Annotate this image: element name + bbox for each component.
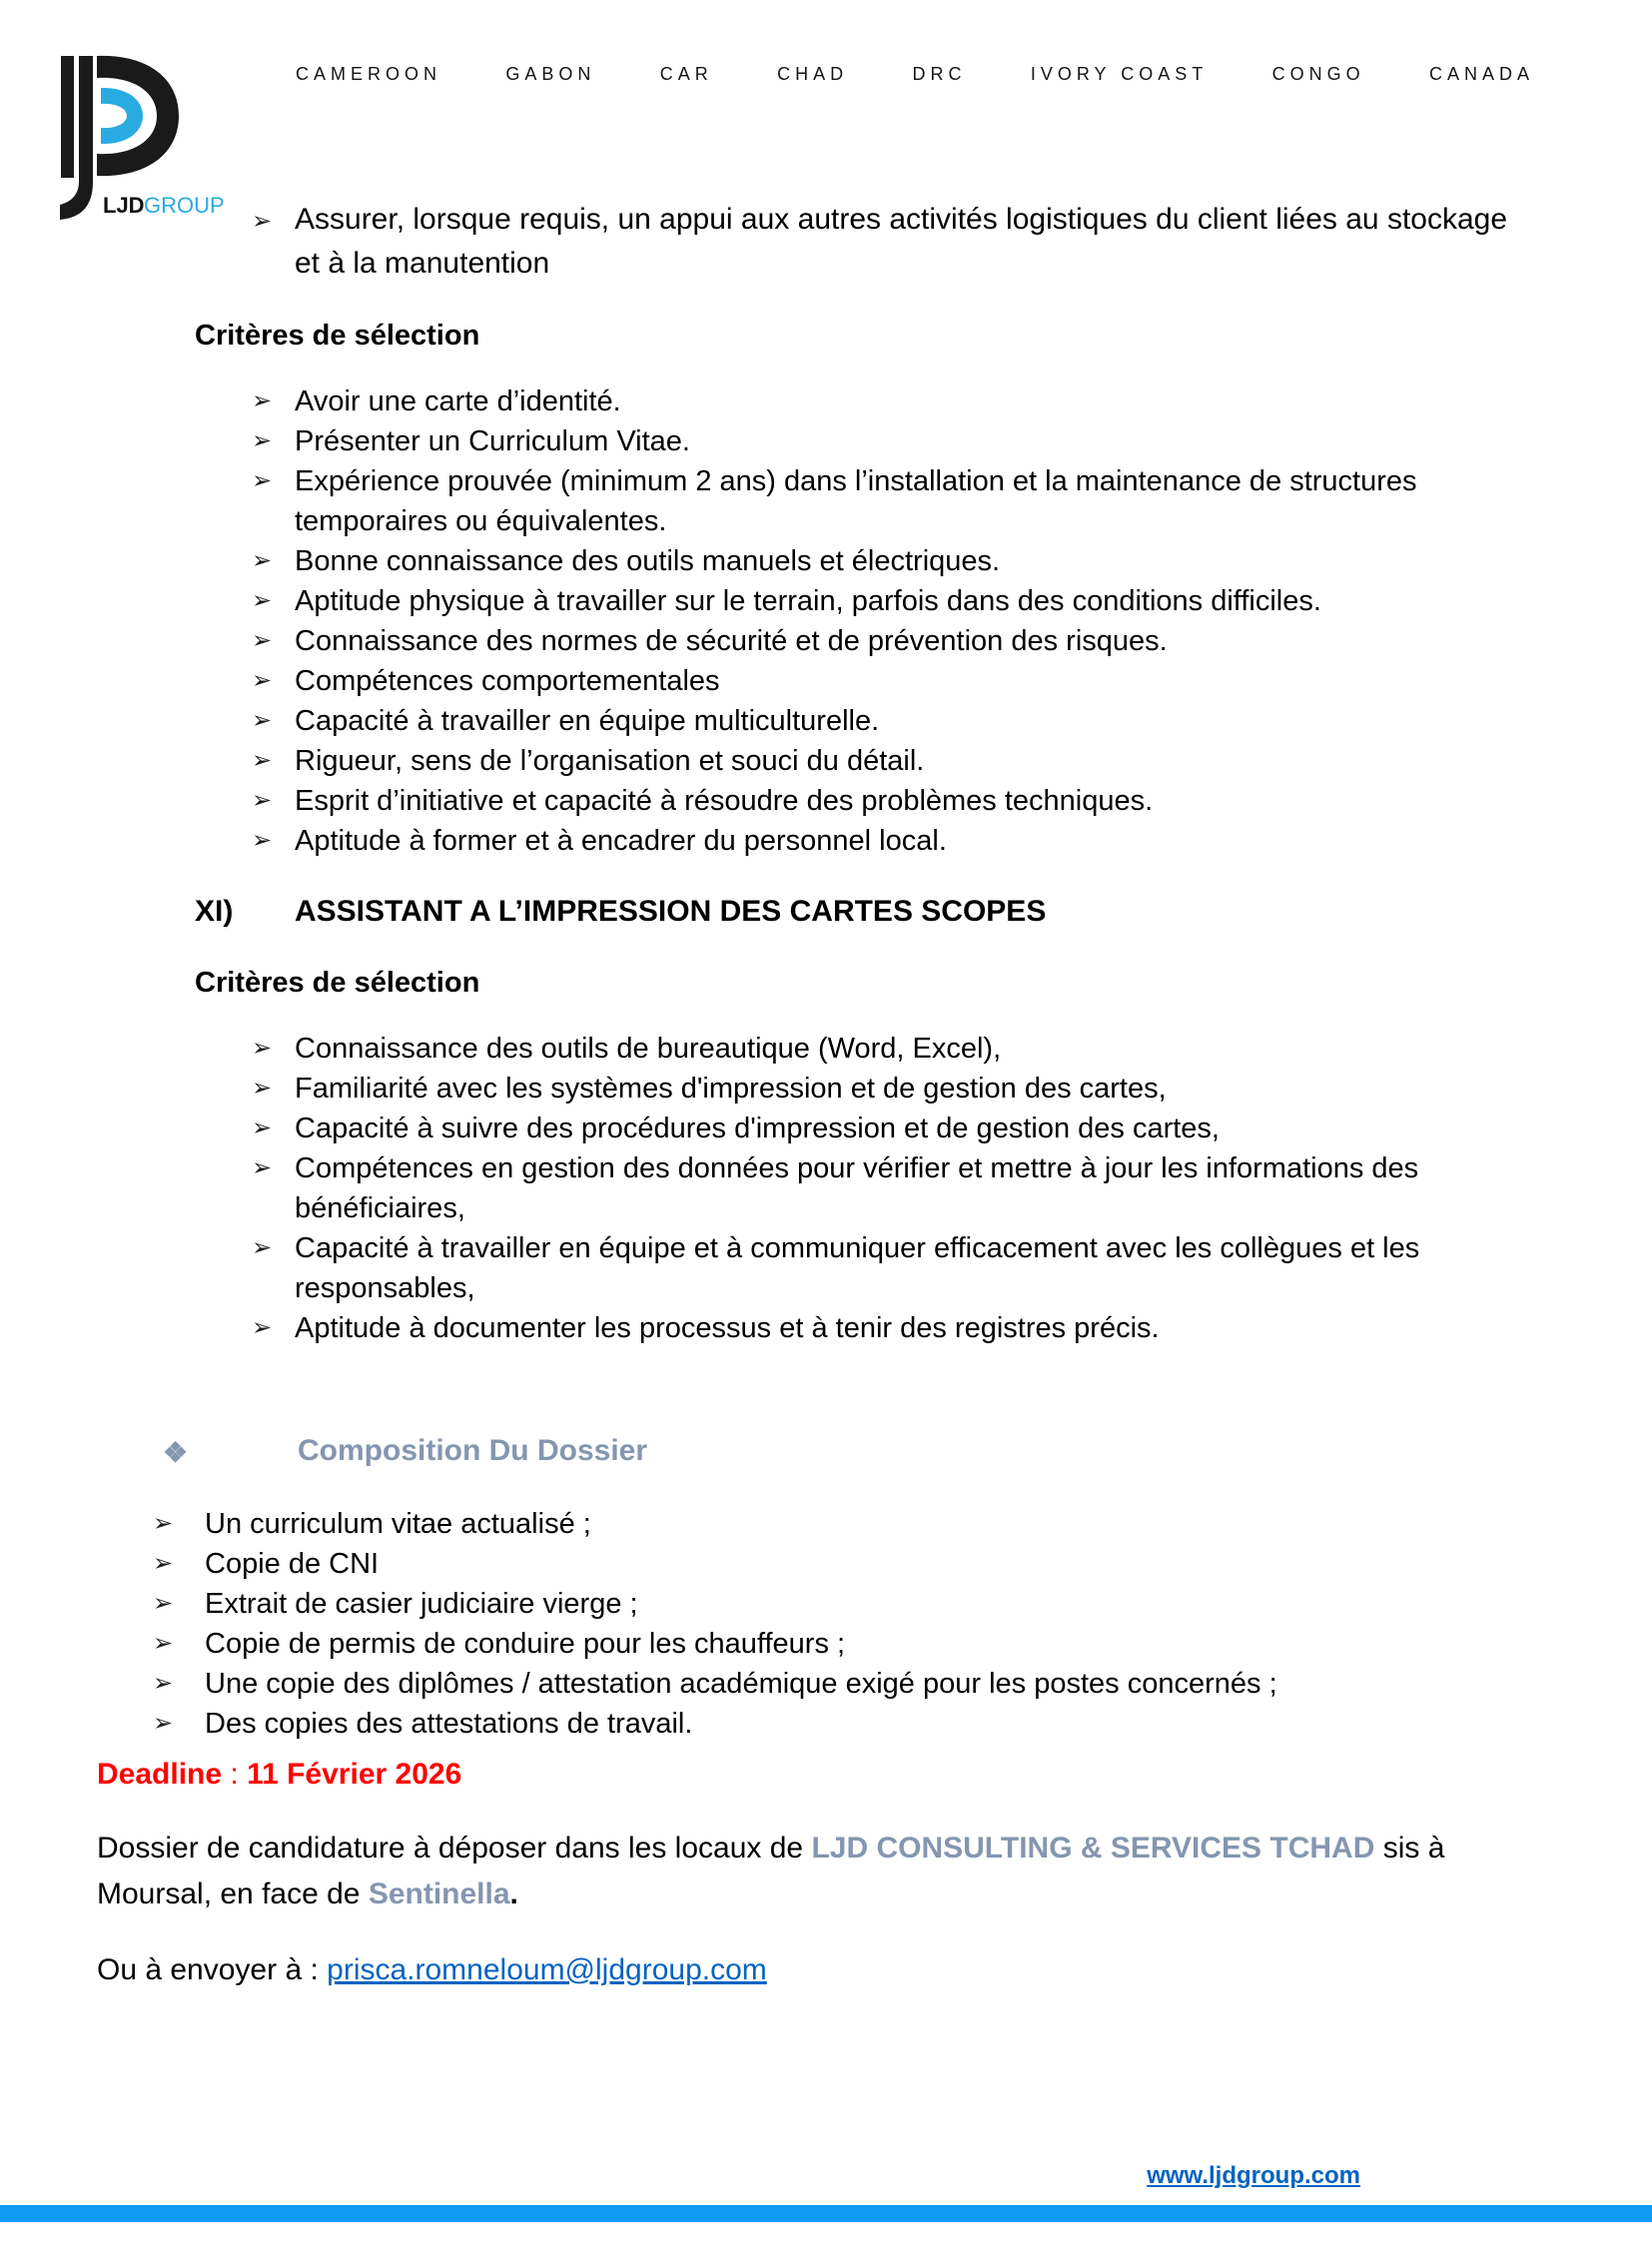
arrow-bullet-icon: ➢: [252, 1314, 273, 1341]
arrow-bullet-icon: ➢: [252, 1115, 273, 1141]
criteria-list-2: [252, 1029, 1522, 1348]
list-item: [153, 1504, 1522, 1544]
list-item-text: Aptitude physique à travailler sur le terrain, parfois dans des conditions difficiles.: [295, 585, 1321, 617]
criteria-heading-2: Critères de sélection: [195, 967, 480, 999]
landmark-name: Sentinella: [368, 1877, 510, 1910]
application-text: sis à Moursal, en face de: [97, 1832, 1445, 1910]
list-item-text: Une copie des diplômes / attestation académique exigé pour les postes concernés ;: [205, 1668, 1277, 1700]
list-item: [252, 701, 1522, 741]
criteria-heading-1: Critères de sélection: [195, 320, 480, 352]
arrow-bullet-icon: ➢: [153, 1510, 174, 1537]
arrow-bullet-icon: ➢: [252, 707, 273, 734]
list-item: [153, 1664, 1522, 1704]
section-number: XI): [195, 895, 234, 928]
list-item: [252, 781, 1522, 821]
dossier-heading-text: Composition Du Dossier: [298, 1434, 648, 1467]
list-item: [252, 581, 1522, 621]
country-label: CAR: [659, 64, 713, 84]
list-item: [252, 661, 1522, 701]
arrow-bullet-icon: ➢: [252, 467, 273, 494]
logo-wordmark-ljd: LJD: [103, 193, 145, 218]
logo-wordmark-group: GROUP: [144, 193, 225, 218]
list-item-text: Capacité à travailler en équipe multiculturelle.: [295, 705, 880, 737]
deadline-value: 11 Février 2026: [247, 1758, 462, 1791]
intro-bullet-text: Assurer, lorsque requis, un appui aux autres activités logistiques du client liées au stockage et à la manutention: [295, 203, 1508, 280]
arrow-bullet-icon: ➢: [252, 627, 273, 654]
list-item: [252, 1029, 1522, 1069]
footer-bar: [0, 2205, 1652, 2222]
list-item-text: Compétences en gestion des données pour vérifier et mettre à jour les informations des bénéficiaires,: [295, 1152, 1419, 1224]
arrow-bullet-icon: ➢: [153, 1550, 174, 1577]
dossier-heading: [163, 1430, 1652, 1472]
list-item-text: Bonne connaissance des outils manuels et électriques.: [295, 545, 1001, 577]
list-item: [252, 1308, 1522, 1348]
arrow-bullet-icon: ➢: [252, 1035, 273, 1062]
arrow-bullet-icon: ➢: [252, 747, 273, 774]
email-link[interactable]: prisca.romneloum@ljdgroup.com: [327, 1953, 767, 1986]
list-item: [252, 821, 1522, 861]
deadline-separator: :: [222, 1758, 248, 1791]
country-label: DRC: [912, 64, 967, 84]
application-text: Dossier de candidature à déposer dans les locaux de: [97, 1832, 812, 1865]
list-item-text: Aptitude à documenter les processus et à tenir des registres précis.: [295, 1312, 1160, 1344]
list-item-text: Aptitude à former et à encadrer du personnel local.: [295, 825, 947, 857]
list-item-text: Des copies des attestations de travail.: [205, 1708, 693, 1740]
country-label: CHAD: [777, 64, 849, 84]
deadline-label: Deadline: [97, 1758, 223, 1791]
arrow-bullet-icon: ➢: [252, 787, 273, 814]
list-item: [252, 1148, 1522, 1228]
arrow-bullet-icon: ➢: [252, 208, 273, 235]
list-item: [252, 1228, 1522, 1308]
list-item: [252, 1109, 1522, 1148]
list-item: [153, 1704, 1522, 1744]
section-xi-heading: [195, 891, 1652, 933]
list-item: [153, 1624, 1522, 1664]
arrow-bullet-icon: ➢: [252, 1234, 273, 1261]
list-item-text: Expérience prouvée (minimum 2 ans) dans l’installation et la maintenance de structures temporaires ou équivalentes.: [295, 465, 1417, 537]
send-label: Ou à envoyer à :: [97, 1953, 328, 1986]
application-paragraph: [97, 1826, 1547, 1917]
country-label: CANADA: [1428, 64, 1534, 84]
list-item: [252, 741, 1522, 781]
arrow-bullet-icon: ➢: [252, 667, 273, 694]
dossier-list: [153, 1504, 1522, 1744]
criteria-list-1: [252, 381, 1522, 861]
list-item-text: Esprit d’initiative et capacité à résoudre des problèmes techniques.: [295, 785, 1154, 817]
list-item-text: Un curriculum vitae actualisé ;: [205, 1508, 591, 1540]
arrow-bullet-icon: ➢: [252, 547, 273, 574]
arrow-bullet-icon: ➢: [252, 587, 273, 614]
arrow-bullet-icon: ➢: [252, 1154, 273, 1181]
list-item-text: Compétences comportementales: [295, 665, 720, 697]
country-label: CAMEROON: [296, 64, 442, 84]
list-item-text: Copie de permis de conduire pour les chauffeurs ;: [205, 1628, 846, 1660]
arrow-bullet-icon: ➢: [153, 1590, 174, 1617]
list-item: [252, 621, 1522, 661]
list-item-text: Copie de CNI: [205, 1548, 380, 1580]
list-item-text: Rigueur, sens de l’organisation et souci du détail.: [295, 745, 925, 777]
list-item-text: Capacité à suivre des procédures d'impression et de gestion des cartes,: [295, 1113, 1220, 1144]
application-text: .: [509, 1877, 518, 1910]
list-item-text: Capacité à travailler en équipe et à communiquer efficacement avec les collègues et les responsables,: [295, 1232, 1420, 1304]
deadline-line: [97, 1754, 1652, 1796]
arrow-bullet-icon: ➢: [252, 387, 273, 414]
arrow-bullet-icon: ➢: [252, 1075, 273, 1102]
section-title: ASSISTANT A L’IMPRESSION DES CARTES SCOPES: [295, 895, 1047, 928]
arrow-bullet-icon: ➢: [153, 1670, 174, 1697]
send-paragraph: [97, 1947, 1547, 1993]
list-item: [252, 421, 1522, 461]
list-item-text: Connaissance des normes de sécurité et de prévention des risques.: [295, 625, 1168, 657]
list-item-text: Familiarité avec les systèmes d'impression et de gestion des cartes,: [295, 1073, 1167, 1105]
arrow-bullet-icon: ➢: [153, 1710, 174, 1737]
company-name: LJD CONSULTING & SERVICES TCHAD: [811, 1832, 1375, 1865]
list-item: [252, 541, 1522, 581]
list-item: [252, 461, 1522, 541]
country-label: CONGO: [1271, 64, 1365, 84]
arrow-bullet-icon: ➢: [252, 827, 273, 854]
arrow-bullet-icon: ➢: [252, 427, 273, 454]
list-item: [153, 1544, 1522, 1584]
intro-bullet-item: [252, 198, 1522, 286]
diamond-bullet-icon: ❖: [163, 1437, 189, 1468]
list-item-text: Extrait de casier judiciaire vierge ;: [205, 1588, 638, 1620]
list-item: [252, 1069, 1522, 1109]
website-link[interactable]: www.ljdgroup.com: [1147, 2162, 1360, 2189]
list-item: [153, 1584, 1522, 1624]
country-label: GABON: [505, 64, 596, 84]
list-item: [252, 381, 1522, 421]
country-label: IVORY COAST: [1030, 64, 1209, 84]
arrow-bullet-icon: ➢: [153, 1630, 174, 1657]
list-item-text: Avoir une carte d’identité.: [295, 385, 621, 417]
list-item-text: Connaissance des outils de bureautique (Word, Excel),: [295, 1033, 1002, 1065]
list-item-text: Présenter un Curriculum Vitae.: [295, 425, 690, 457]
